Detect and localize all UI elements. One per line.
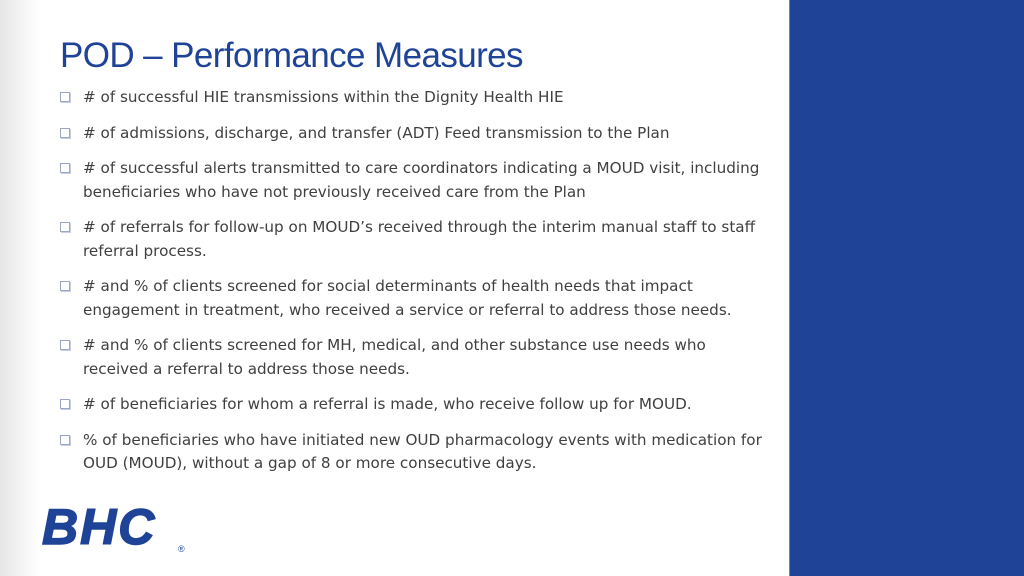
bhc-logo — [40, 500, 200, 560]
list-item-text: # and % of clients screened for social determinants of health needs that impact engagement in treatment, who received a service or referral to address those needs. — [83, 277, 732, 319]
list-item-text: # of referrals for follow-up on MOUD’s received through the interim manual staff to staff referral process. — [83, 218, 756, 260]
list-item — [60, 334, 770, 381]
square-bullet-icon — [60, 399, 70, 409]
square-bullet-icon — [60, 340, 70, 350]
bhc-logo-text: BHC — [42, 500, 157, 555]
left-edge-shade — [0, 0, 40, 576]
list-item — [60, 393, 770, 417]
side-accent-panel — [790, 0, 1024, 576]
measures-list — [60, 86, 770, 488]
list-item-text: # of admissions, discharge, and transfer (ADT) Feed transmission to the Plan — [83, 123, 670, 142]
list-item — [60, 275, 770, 322]
registered-mark: ® — [178, 544, 185, 554]
list-item-text: # and % of clients screened for MH, medical, and other substance use needs who received a referral to address those needs. — [83, 336, 706, 378]
slide-title: POD – Performance Measures — [60, 36, 523, 75]
list-item-text: # of beneficiaries for whom a referral is made, who receive follow up for MOUD. — [83, 395, 692, 413]
square-bullet-icon — [60, 222, 70, 232]
square-bullet-icon — [60, 435, 70, 445]
square-bullet-icon — [60, 163, 70, 173]
list-item — [60, 216, 770, 263]
list-item — [60, 157, 770, 204]
square-bullet-icon — [60, 128, 70, 138]
list-item — [60, 122, 770, 146]
list-item — [60, 429, 770, 476]
list-item — [60, 86, 770, 110]
list-item-text: % of beneficiaries who have initiated new OUD pharmacology events with medication for OUD (MOUD), without a gap of 8 or more consecutive days. — [83, 430, 762, 472]
square-bullet-icon — [60, 92, 70, 102]
list-item-text: # of successful alerts transmitted to care coordinators indicating a MOUD visit, including beneficiaries who have not previously received care from the Plan — [83, 159, 760, 201]
list-item-text: # of successful HIE transmissions within the Dignity Health HIE — [83, 88, 564, 106]
square-bullet-icon — [60, 281, 70, 291]
